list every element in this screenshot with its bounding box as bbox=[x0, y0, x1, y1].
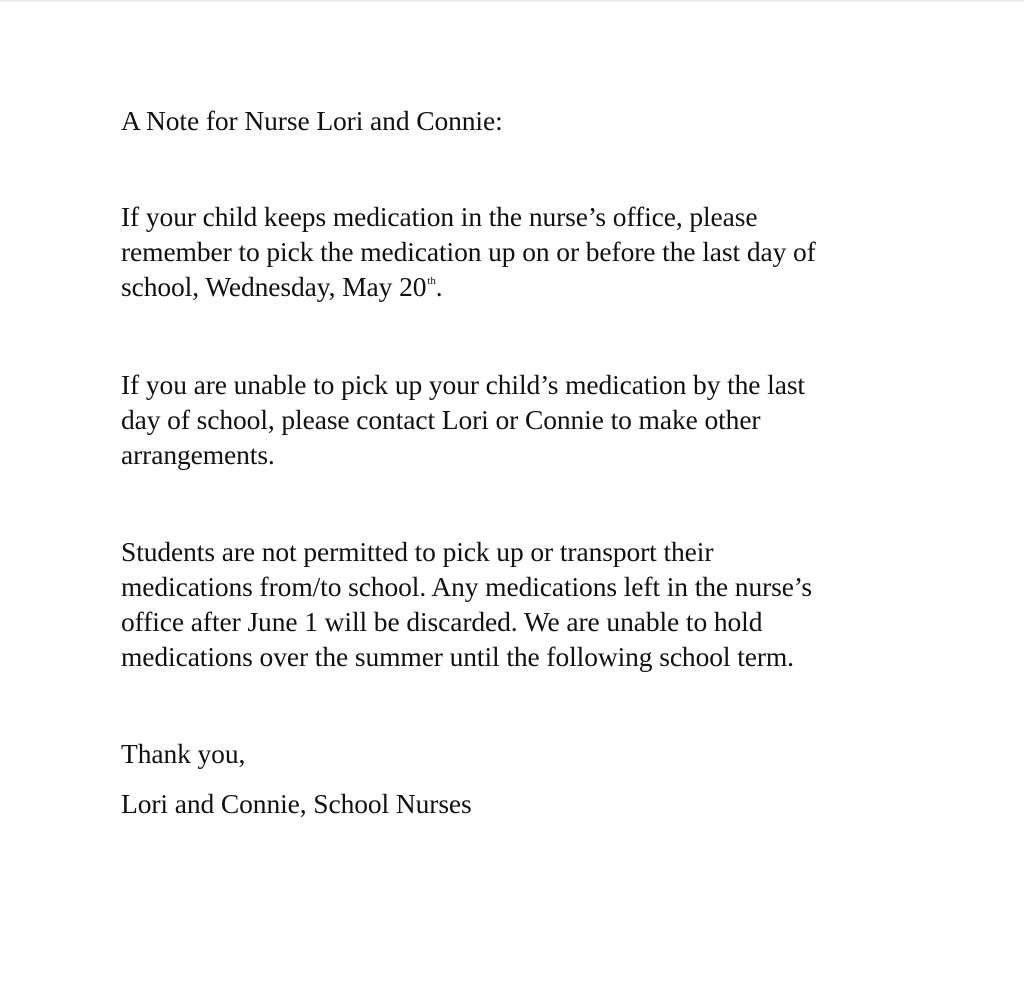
page-top-edge bbox=[0, 0, 1024, 3]
paragraph-line: medications over the summer until the following school term. bbox=[121, 641, 794, 672]
paragraph-other-arrangements bbox=[121, 367, 921, 472]
ordinal-suffix: th bbox=[427, 275, 436, 287]
paragraph-line-punctuation: . bbox=[435, 271, 443, 302]
paragraph-line: day of school, please contact Lori or Connie to make other bbox=[121, 404, 761, 435]
paragraph-line-text: school, Wednesday, May 20 bbox=[121, 271, 427, 302]
paragraph-line bbox=[121, 269, 921, 304]
paragraph-line: Students are not permitted to pick up or transport their bbox=[121, 536, 714, 567]
letter-closing: Thank you, bbox=[121, 738, 246, 769]
paragraph-medication-pickup bbox=[121, 199, 921, 304]
paragraph-line: office after June 1 will be discarded. We are unable to hold bbox=[121, 606, 763, 637]
paragraph-line: arrangements. bbox=[121, 439, 275, 470]
letter-heading: A Note for Nurse Lori and Connie: bbox=[121, 105, 503, 136]
paragraph-line: remember to pick the medication up on or before the last day of bbox=[121, 236, 816, 267]
paragraph-transport-policy bbox=[121, 534, 921, 674]
letter-signature: Lori and Connie, School Nurses bbox=[121, 788, 472, 819]
paragraph-line: If your child keeps medication in the nurse’s office, please bbox=[121, 201, 758, 232]
paragraph-line: If you are unable to pick up your child’s medication by the last bbox=[121, 369, 805, 400]
paragraph-line: medications from/to school. Any medications left in the nurse’s bbox=[121, 571, 813, 602]
